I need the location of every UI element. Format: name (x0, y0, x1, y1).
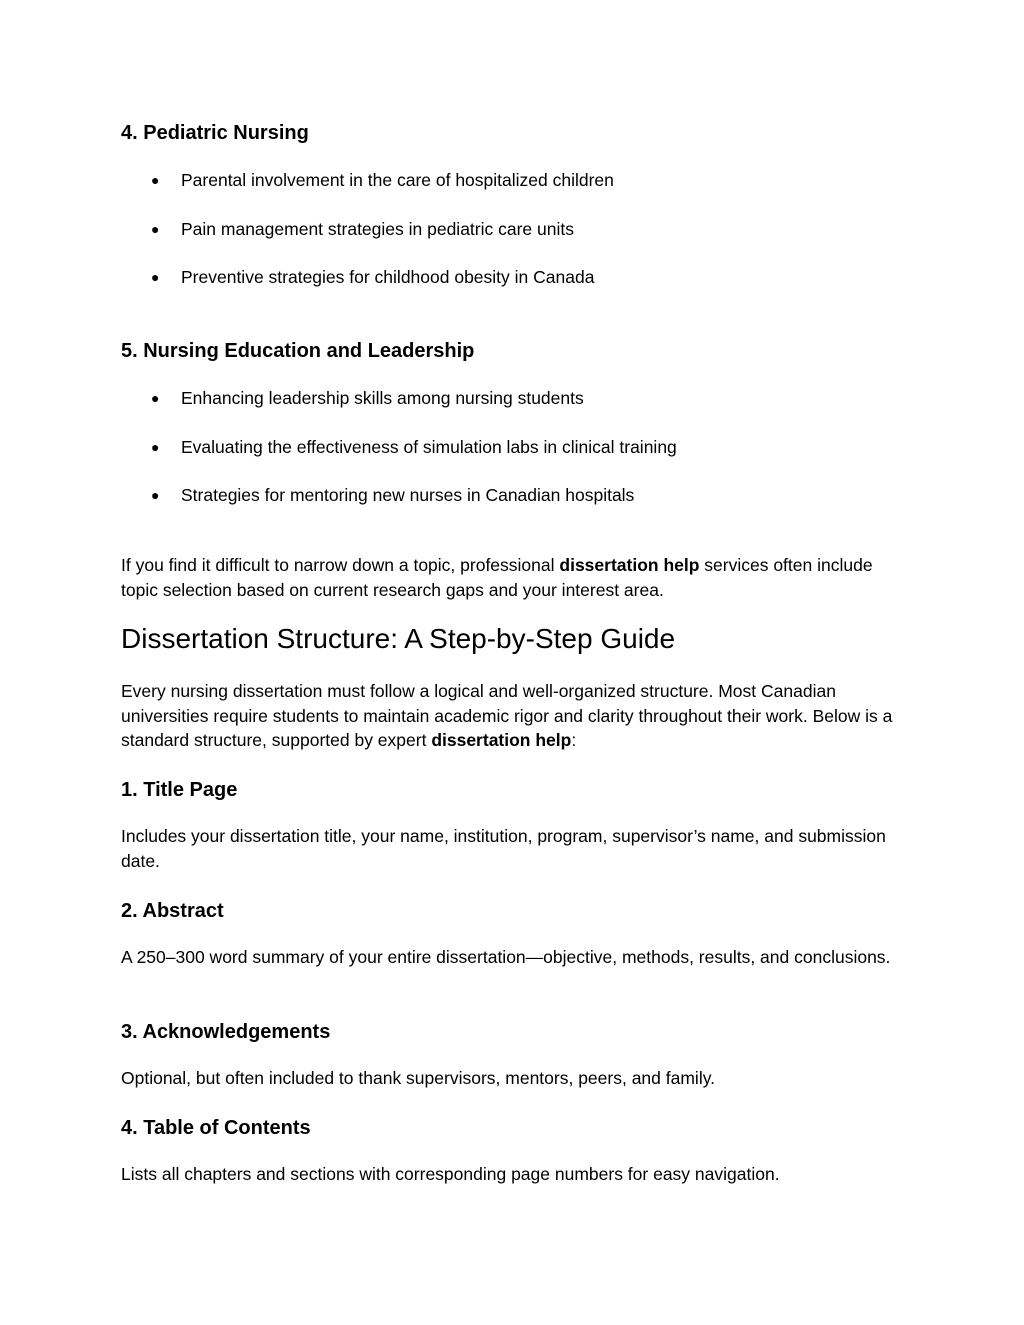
bullet-icon: ● (151, 220, 160, 237)
bold-phrase: dissertation help (431, 730, 572, 750)
text-run: If you find it difficult to narrow down a topic, professional (121, 555, 560, 575)
heading-nursing-education: 5. Nursing Education and Leadership (121, 340, 475, 362)
bold-phrase: dissertation help (559, 555, 700, 575)
bullet-icon: ● (151, 269, 160, 285)
list-item (121, 436, 911, 485)
list-item-text: Parental involvement in the care of hospitalized children (181, 170, 614, 190)
bullet-icon: ● (151, 438, 160, 455)
bullet-icon: ● (151, 390, 160, 406)
heading-abstract: 2. Abstract (121, 900, 224, 922)
list-item-text: Enhancing leadership skills among nursing students (181, 388, 584, 408)
paragraph-title-page: Includes your dissertation title, your name, institution, program, supervisor’s name, and submission date. (121, 826, 886, 871)
text-run: Every nursing dissertation must follow a logical and well-organized structure. Most Canadian universities require students to maintain academic rigor and clarity throughout their work. Below is a standard structure, supported by expert (121, 681, 893, 750)
heading-pediatric-nursing: 4. Pediatric Nursing (121, 122, 309, 144)
list-item (121, 218, 911, 267)
list-item-text: Strategies for mentoring new nurses in Canadian hospitals (181, 485, 635, 505)
list-nursing-education (121, 387, 911, 533)
list-item (121, 387, 911, 436)
heading-title-page: 1. Title Page (121, 779, 238, 801)
paragraph-table-of-contents: Lists all chapters and sections with corresponding page numbers for easy navigation. (121, 1164, 780, 1184)
list-item-text: Pain management strategies in pediatric care units (181, 218, 574, 239)
heading-acknowledgements: 3. Acknowledgements (121, 1021, 331, 1043)
paragraph-acknowledgements: Optional, but often included to thank supervisors, mentors, peers, and family. (121, 1068, 716, 1088)
heading-table-of-contents: 4. Table of Contents (121, 1117, 311, 1139)
bullet-icon: ● (151, 487, 160, 503)
text-run: services often include topic selection based on current research gaps and your interest area. (121, 555, 873, 600)
heading-dissertation-structure: Dissertation Structure: A Step-by-Step Guide (121, 623, 676, 654)
text-run: : (571, 730, 577, 750)
list-item-text: Preventive strategies for childhood obesity in Canada (181, 267, 595, 287)
list-item (121, 169, 911, 218)
paragraph-topic-help (121, 553, 911, 602)
list-item (121, 484, 911, 533)
paragraph-structure-intro (121, 679, 911, 753)
paragraph-abstract: A 250–300 word summary of your entire dissertation—objective, methods, results, and conclusions. (121, 947, 891, 967)
list-pediatric-nursing (121, 169, 911, 315)
list-item-text: Evaluating the effectiveness of simulation labs in clinical training (181, 436, 677, 457)
list-item (121, 266, 911, 315)
bullet-icon: ● (151, 172, 160, 188)
